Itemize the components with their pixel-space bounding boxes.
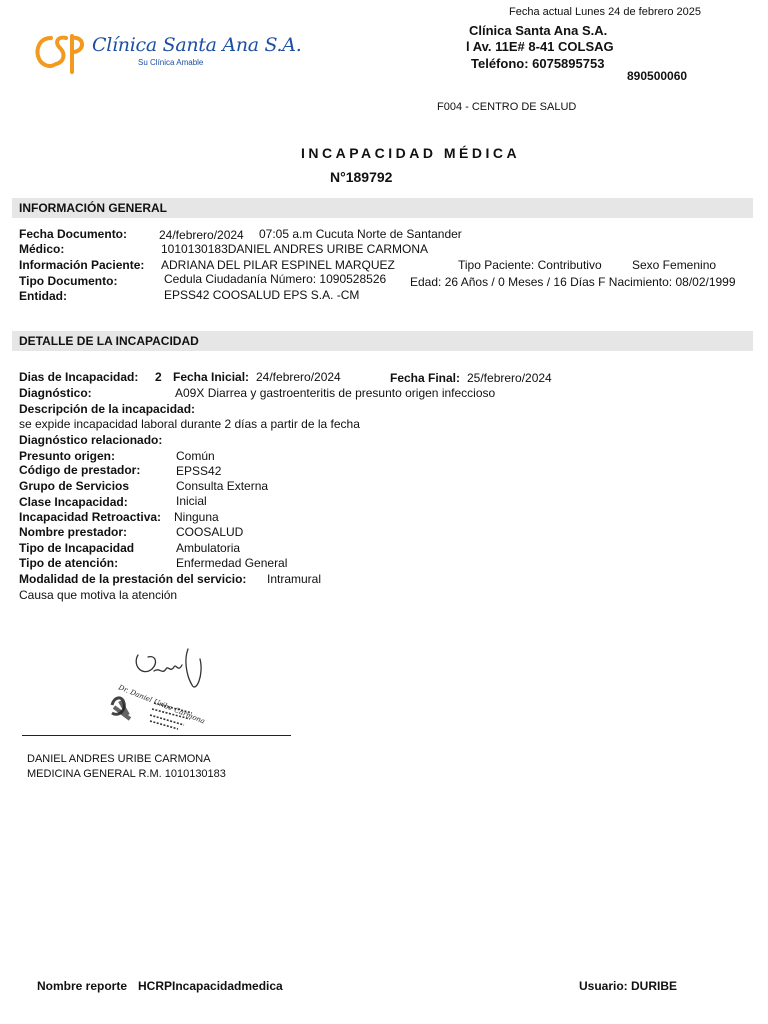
clinic-address: l Av. 11E# 8-41 COLSAG — [466, 39, 614, 54]
document-title: INCAPACIDAD MÉDICA — [301, 145, 521, 161]
presunto-value: Común — [176, 449, 215, 463]
fecha-documento-value: 24/febrero/2024 — [159, 228, 244, 242]
sexo: Sexo Femenino — [632, 258, 717, 272]
modalidad-label: Modalidad de la prestación del servicio: — [19, 572, 247, 586]
grupo-label: Grupo de Servicios — [19, 479, 130, 493]
tipo-incapacidad-value: Ambulatoria — [176, 541, 241, 555]
retroactiva-value: Ninguna — [174, 510, 219, 524]
paciente-value: ADRIANA DEL PILAR ESPINEL MARQUEZ — [161, 258, 395, 272]
report-value: HCRPIncapacidadmedica — [138, 979, 283, 993]
edad-nacimiento: Edad: 26 Años / 0 Meses / 16 Días F Nacimiento: 08/02/1999 — [410, 275, 736, 289]
signer-name: DANIEL ANDRES URIBE CARMONA — [27, 753, 211, 765]
presunto-label: Presunto origen: — [19, 449, 116, 463]
footer-user: Usuario: DURIBE — [579, 979, 678, 993]
general-info-header — [12, 198, 753, 218]
fecha-documento-label: Fecha Documento: — [19, 227, 128, 241]
detail-title: DETALLE DE LA INCAPACIDAD — [19, 334, 199, 348]
paciente-label: Información Paciente: — [19, 258, 145, 272]
entidad-value: EPSS42 COOSALUD EPS S.A. -CM — [164, 288, 360, 302]
signature-stamp — [100, 645, 220, 735]
fecha-final-label: Fecha Final: — [390, 371, 461, 385]
hora-lugar: 07:05 a.m Cucuta Norte de Santander — [259, 227, 462, 241]
clinic-phone: Teléfono: 6075895753 — [471, 56, 605, 71]
descripcion-label: Descripción de la incapacidad: — [19, 402, 196, 416]
clinic-logo-icon — [34, 30, 92, 76]
descripcion-value: se expide incapacidad laboral durante 2 días a partir de la fecha — [19, 417, 360, 431]
general-info-title: INFORMACIÓN GENERAL — [19, 201, 167, 215]
dias-label: Dias de Incapacidad: — [19, 370, 139, 384]
nombre-prestador-label: Nombre prestador: — [19, 525, 128, 539]
clinic-nit: 890500060 — [627, 69, 688, 83]
medico-value: 1010130183DANIEL ANDRES URIBE CARMONA — [161, 242, 428, 256]
causa-atencion: Causa que motiva la atención — [19, 588, 178, 602]
fecha-inicial-value: 24/febrero/2024 — [256, 370, 341, 384]
entidad-label: Entidad: — [19, 289, 67, 303]
medico-label: Médico: — [19, 242, 65, 256]
health-center: F004 - CENTRO DE SALUD — [437, 101, 577, 113]
logo-name: Clínica Santa Ana S.A. — [92, 34, 302, 56]
modalidad-value: Intramural — [267, 572, 322, 586]
diagnostico-label: Diagnóstico: — [19, 386, 92, 400]
tipo-paciente: Tipo Paciente: Contributivo — [458, 258, 602, 272]
diagnostico-relacionado-label: Diagnóstico relacionado: — [19, 433, 163, 447]
logo-tagline: Su Clínica Amable — [138, 58, 204, 67]
current-date: Fecha actual Lunes 24 de febrero 2025 — [509, 6, 702, 18]
tipo-documento-value: Cedula Ciudadanía Número: 1090528526 — [164, 272, 387, 286]
clase-value: Inicial — [176, 494, 207, 508]
diagnostico-value: A09X Diarrea y gastroenteritis de presunto origen infeccioso — [175, 386, 496, 400]
grupo-value: Consulta Externa — [176, 479, 269, 493]
detail-header — [12, 331, 753, 351]
tipo-incapacidad-label: Tipo de Incapacidad — [19, 541, 135, 555]
tipo-documento-label: Tipo Documento: — [19, 274, 118, 288]
tipo-atencion-value: Enfermedad General — [176, 556, 288, 570]
retroactiva-label: Incapacidad Retroactiva: — [19, 510, 162, 524]
clinic-logo — [34, 30, 302, 76]
codigo-label: Código de prestador: — [19, 463, 141, 477]
tipo-atencion-label: Tipo de atención: — [19, 556, 119, 570]
clinic-name: Clínica Santa Ana S.A. — [469, 23, 608, 38]
clase-label: Clase Incapacidad: — [19, 495, 128, 509]
codigo-value: EPSS42 — [176, 464, 222, 478]
signature-line — [22, 735, 291, 736]
nombre-prestador-value: COOSALUD — [176, 525, 244, 539]
fecha-inicial-label: Fecha Inicial: — [173, 370, 250, 384]
signer-role: MEDICINA GENERAL R.M. 1010130183 — [27, 768, 226, 780]
fecha-final-value: 25/febrero/2024 — [467, 371, 552, 385]
stamp-text: Dr. Daniel Uribe Carmona — [117, 683, 207, 726]
dias-value: 2 — [155, 370, 162, 384]
document-number: N°189792 — [330, 169, 393, 185]
report-label: Nombre reporte — [37, 979, 128, 993]
